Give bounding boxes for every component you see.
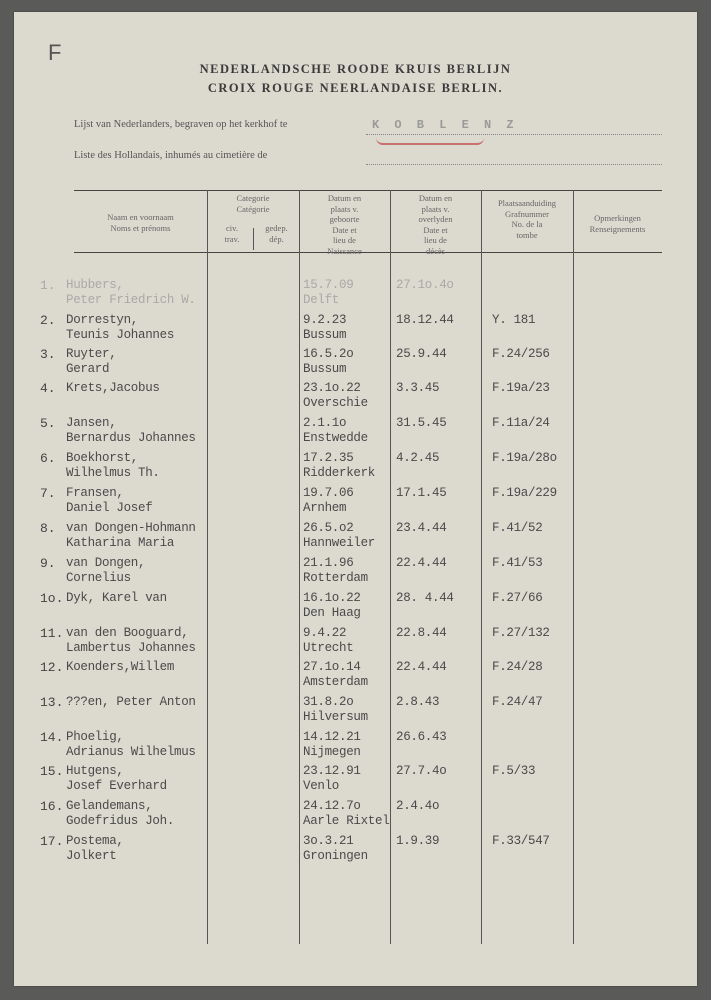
row-birth-place: Arnhem [303, 501, 347, 515]
row-name-line2: Lambertus Johannes [66, 641, 196, 655]
row-birth-place: Amsterdam [303, 675, 368, 689]
header-death: Datum en plaats v. overlyden Date et lieu de décès [418, 193, 453, 256]
header-category: Categorie Catégorie [236, 193, 270, 214]
row-number: 16. [40, 799, 64, 814]
row-name-line1: Koenders,Willem [66, 660, 175, 674]
row-grave-number: F.19a/28o [492, 451, 557, 465]
row-grave-number: F.24/47 [492, 695, 543, 709]
row-death-date: 22.8.44 [396, 626, 447, 640]
row-grave-number: F.11a/24 [492, 416, 550, 430]
row-birth-date: 31.8.2o [303, 695, 354, 709]
row-number: 11. [40, 626, 64, 641]
corner-mark: F [48, 40, 62, 65]
row-birth-place: Delft [303, 293, 340, 307]
row-grave-number: F.5/33 [492, 764, 536, 778]
row-birth-place: Den Haag [303, 606, 361, 620]
row-birth-place: Bussum [303, 362, 347, 376]
row-birth-date: 23.12.91 [303, 764, 361, 778]
row-name-line2: Jolkert [66, 849, 117, 863]
red-underline [376, 138, 484, 145]
row-number: 17. [40, 834, 64, 849]
row-birth-place: Rotterdam [303, 571, 368, 585]
row-number: 7. [40, 486, 56, 501]
row-name-line2: Katharina Maria [66, 536, 175, 550]
row-birth-place: Enstwedde [303, 431, 368, 445]
header-cat-gedep: gedep. dép. [265, 223, 288, 244]
row-birth-place: Groningen [303, 849, 368, 863]
list-label-nl: Lijst van Nederlanders, begraven op het kerkhof te [74, 119, 288, 130]
row-death-date: 17.1.45 [396, 486, 447, 500]
row-name-line1: Hutgens, [66, 764, 124, 778]
row-name-line2: Gerard [66, 362, 110, 376]
row-birth-place: Venlo [303, 779, 340, 793]
row-death-date: 22.4.44 [396, 660, 447, 674]
row-birth-place: Hannweiler [303, 536, 376, 550]
row-death-date: 23.4.44 [396, 521, 447, 535]
row-grave-number: F.19a/23 [492, 381, 550, 395]
row-birth-date: 3o.3.21 [303, 834, 354, 848]
header-birth: Datum en plaats v. geboorte Date et lieu de Naissance [327, 193, 362, 256]
row-birth-place: Nijmegen [303, 745, 361, 759]
col-divider-3 [390, 190, 391, 944]
row-grave-number: F.24/28 [492, 660, 543, 674]
row-name-line2: Bernardus Johannes [66, 431, 196, 445]
row-death-date: 27.7.4o [396, 764, 447, 778]
row-birth-date: 14.12.21 [303, 730, 361, 744]
row-name-line2: Josef Everhard [66, 779, 167, 793]
row-number: 4. [40, 381, 56, 396]
row-grave-number: F.41/52 [492, 521, 543, 535]
row-number: 9. [40, 556, 56, 571]
row-number: 1o. [40, 591, 64, 606]
row-grave-number: F.24/256 [492, 347, 550, 361]
row-name-line2: Adrianus Wilhelmus [66, 745, 196, 759]
row-name-line1: Postema, [66, 834, 124, 848]
row-death-date: 27.1o.4o [396, 278, 454, 292]
row-grave-number: F.19a/229 [492, 486, 557, 500]
row-birth-date: 16.5.2o [303, 347, 354, 361]
row-birth-date: 23.1o.22 [303, 381, 361, 395]
dotted-line-2 [366, 164, 662, 165]
row-birth-place: Aarle Rixtel [303, 814, 390, 828]
row-birth-date: 21.1.96 [303, 556, 354, 570]
row-number: 5. [40, 416, 56, 431]
row-birth-date: 17.2.35 [303, 451, 354, 465]
row-death-date: 4.2.45 [396, 451, 440, 465]
row-number: 3. [40, 347, 56, 362]
row-birth-date: 24.12.7o [303, 799, 361, 813]
row-name-line1: Gelandemans, [66, 799, 153, 813]
row-death-date: 1.9.39 [396, 834, 440, 848]
row-birth-place: Ridderkerk [303, 466, 376, 480]
col-divider-5 [573, 190, 574, 944]
row-number: 6. [40, 451, 56, 466]
row-name-line1: Phoelig, [66, 730, 124, 744]
row-number: 15. [40, 764, 64, 779]
row-grave-number: Y. 181 [492, 313, 536, 327]
row-number: 13. [40, 695, 64, 710]
row-number: 8. [40, 521, 56, 536]
row-name-line1: Dyk, Karel van [66, 591, 167, 605]
row-name-line2: Teunis Johannes [66, 328, 175, 342]
row-name-line1: Ruyter, [66, 347, 117, 361]
header-notes: Opmerkingen Renseignements [589, 213, 646, 234]
row-name-line1: van den Booguard, [66, 626, 189, 640]
row-name-line2: Wilhelmus Th. [66, 466, 160, 480]
row-grave-number: F.41/53 [492, 556, 543, 570]
row-birth-date: 26.5.o2 [303, 521, 354, 535]
cemetery-name: K O B L E N Z [372, 118, 518, 132]
row-name-line1: ???en, Peter Anton [66, 695, 196, 709]
row-birth-date: 9.4.22 [303, 626, 347, 640]
row-name-line1: Fransen, [66, 486, 124, 500]
header-grave: Plaatsaanduiding Grafnummer No. de la tombe [497, 198, 557, 240]
col-divider-1 [207, 190, 208, 944]
row-death-date: 2.4.4o [396, 799, 440, 813]
row-death-date: 25.9.44 [396, 347, 447, 361]
row-number: 2. [40, 313, 56, 328]
row-death-date: 22.4.44 [396, 556, 447, 570]
row-name-line2: Cornelius [66, 571, 131, 585]
row-name-line1: Krets,Jacobus [66, 381, 160, 395]
row-grave-number: F.33/547 [492, 834, 550, 848]
row-name-line1: Dorrestyn, [66, 313, 139, 327]
dotted-line-1 [366, 134, 662, 135]
row-grave-number: F.27/132 [492, 626, 550, 640]
row-death-date: 3.3.45 [396, 381, 440, 395]
title-line-2: CROIX ROUGE NEERLANDAISE BERLIN. [207, 81, 504, 95]
row-birth-date: 2.1.1o [303, 416, 347, 430]
row-name-line2: Peter Friedrich W. [66, 293, 196, 307]
row-birth-place: Overschie [303, 396, 368, 410]
row-birth-date: 15.7.09 [303, 278, 354, 292]
row-death-date: 26.6.43 [396, 730, 447, 744]
row-death-date: 28. 4.44 [396, 591, 454, 605]
row-number: 1. [40, 278, 56, 293]
row-birth-place: Bussum [303, 328, 347, 342]
list-label-fr: Liste des Hollandais, inhumés au cimetière de [74, 150, 268, 161]
row-birth-date: 27.1o.14 [303, 660, 361, 674]
header-name: Naam en voornaam Noms et prénoms [107, 212, 174, 233]
title-line-1: NEDERLANDSCHE ROODE KRUIS BERLIJN [199, 62, 512, 76]
row-name-line2: Daniel Josef [66, 501, 153, 515]
row-number: 12. [40, 660, 64, 675]
row-grave-number: F.27/66 [492, 591, 543, 605]
row-death-date: 18.12.44 [396, 313, 454, 327]
row-birth-date: 9.2.23 [303, 313, 347, 327]
row-name-line1: Hubbers, [66, 278, 124, 292]
row-name-line1: van Dongen-Hohmann [66, 521, 196, 535]
col-divider-4 [481, 190, 482, 944]
row-birth-place: Utrecht [303, 641, 354, 655]
col-divider-2 [299, 190, 300, 944]
row-name-line2: Godefridus Joh. [66, 814, 175, 828]
row-birth-date: 16.1o.22 [303, 591, 361, 605]
row-death-date: 2.8.43 [396, 695, 440, 709]
row-birth-place: Hilversum [303, 710, 368, 724]
row-name-line1: Jansen, [66, 416, 117, 430]
row-number: 14. [40, 730, 64, 745]
row-death-date: 31.5.45 [396, 416, 447, 430]
row-birth-date: 19.7.06 [303, 486, 354, 500]
document-sheet [14, 12, 697, 986]
header-cat-civ: civ. trav. [224, 223, 240, 244]
row-name-line1: Boekhorst, [66, 451, 139, 465]
row-name-line1: van Dongen, [66, 556, 146, 570]
